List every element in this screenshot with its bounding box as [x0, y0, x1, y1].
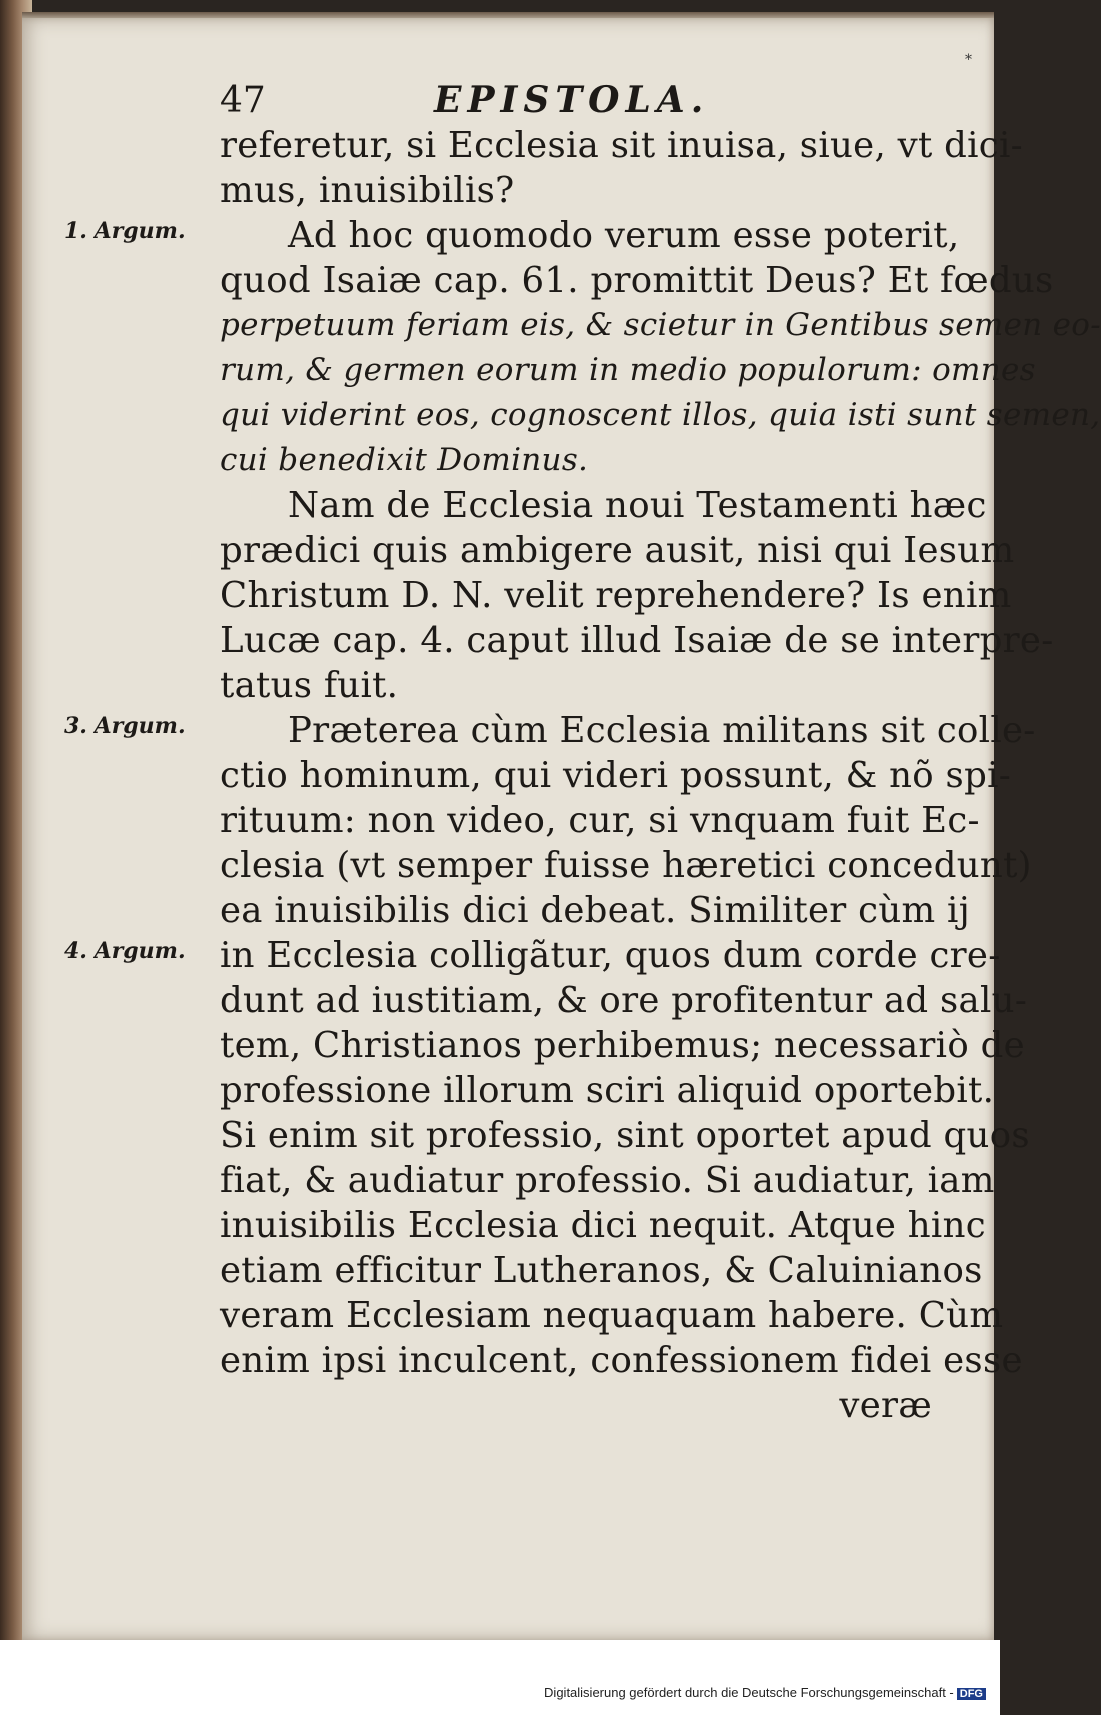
digitization-credit: [544, 1685, 986, 1700]
text-line: ea inuisibilis dici debeat. Similiter cùm ij: [220, 890, 970, 931]
text-line: rum, & germen eorum in medio populorum: omnes: [220, 352, 1036, 388]
page-text: [220, 78, 1101, 1428]
text-line: rituum: non video, cur, si vnquam fuit Ec-: [220, 800, 980, 841]
corner-mark: *: [965, 52, 972, 68]
text-line: etiam efficitur Lutheranos, & Caluinianos: [220, 1250, 983, 1291]
text-line: tem, Christianos perhibemus; necessariò de: [220, 1025, 1025, 1066]
running-title: EPISTOLA.: [434, 79, 710, 121]
text-line: Lucæ cap. 4. caput illud Isaiæ de se interpre-: [220, 620, 1054, 661]
text-line: quod Isaiæ cap. 61. promittit Deus? Et fœdus: [220, 260, 1054, 301]
text-line: mus, inuisibilis?: [220, 170, 515, 211]
text-line: veram Ecclesiam nequaquam habere. Cùm: [220, 1295, 1004, 1336]
margin-note: 1. Argum.: [64, 218, 186, 244]
text-line: dunt ad iustitiam, & ore profitentur ad salu-: [220, 980, 1028, 1021]
credit-text: Digitalisierung gefördert durch die Deutsche Forschungsgemeinschaft -: [544, 1685, 954, 1700]
catchword: veræ: [839, 1385, 932, 1426]
text-line: Nam de Ecclesia noui Testamenti hæc: [288, 485, 987, 526]
text-line: cui benedixit Dominus.: [220, 442, 589, 478]
text-line: in Ecclesia colligãtur, quos dum corde cre-: [220, 935, 1001, 976]
text-line: enim ipsi inculcent, confessionem fidei esse: [220, 1340, 1023, 1381]
text-line: Si enim sit professio, sint oportet apud quos: [220, 1115, 1030, 1156]
text-line: Ad hoc quomodo verum esse poterit,: [288, 215, 960, 256]
page-number: 47: [220, 80, 266, 121]
text-line: fiat, & audiatur professio. Si audiatur, iam: [220, 1160, 995, 1201]
text-line: referetur, si Ecclesia sit inuisa, siue, vt dici-: [220, 125, 1023, 166]
text-line: tatus fuit.: [220, 665, 399, 706]
running-header: [220, 78, 940, 123]
text-line: clesia (vt semper fuisse hæretici concedunt): [220, 845, 1032, 886]
text-line: Christum D. N. velit reprehendere? Is enim: [220, 575, 1012, 616]
text-line: qui viderint eos, cognoscent illos, quia isti sunt semen,: [220, 397, 1101, 433]
text-line: professione illorum sciri aliquid oportebit.: [220, 1070, 995, 1111]
text-line: perpetuum feriam eis, & scietur in Gentibus semen eo-: [220, 307, 1101, 343]
text-line: inuisibilis Ecclesia dici nequit. Atque hinc: [220, 1205, 986, 1246]
text-line: ctio hominum, qui videri possunt, & nõ spi-: [220, 755, 1012, 796]
dfg-logo: DFG: [957, 1688, 986, 1700]
text-line: Præterea cùm Ecclesia militans sit colle-: [288, 710, 1036, 751]
text-line: prædici quis ambigere ausit, nisi qui Iesum: [220, 530, 1015, 571]
margin-note: 4. Argum.: [64, 938, 186, 964]
margin-note: 3. Argum.: [64, 713, 186, 739]
footer-strip: [0, 1640, 1000, 1715]
